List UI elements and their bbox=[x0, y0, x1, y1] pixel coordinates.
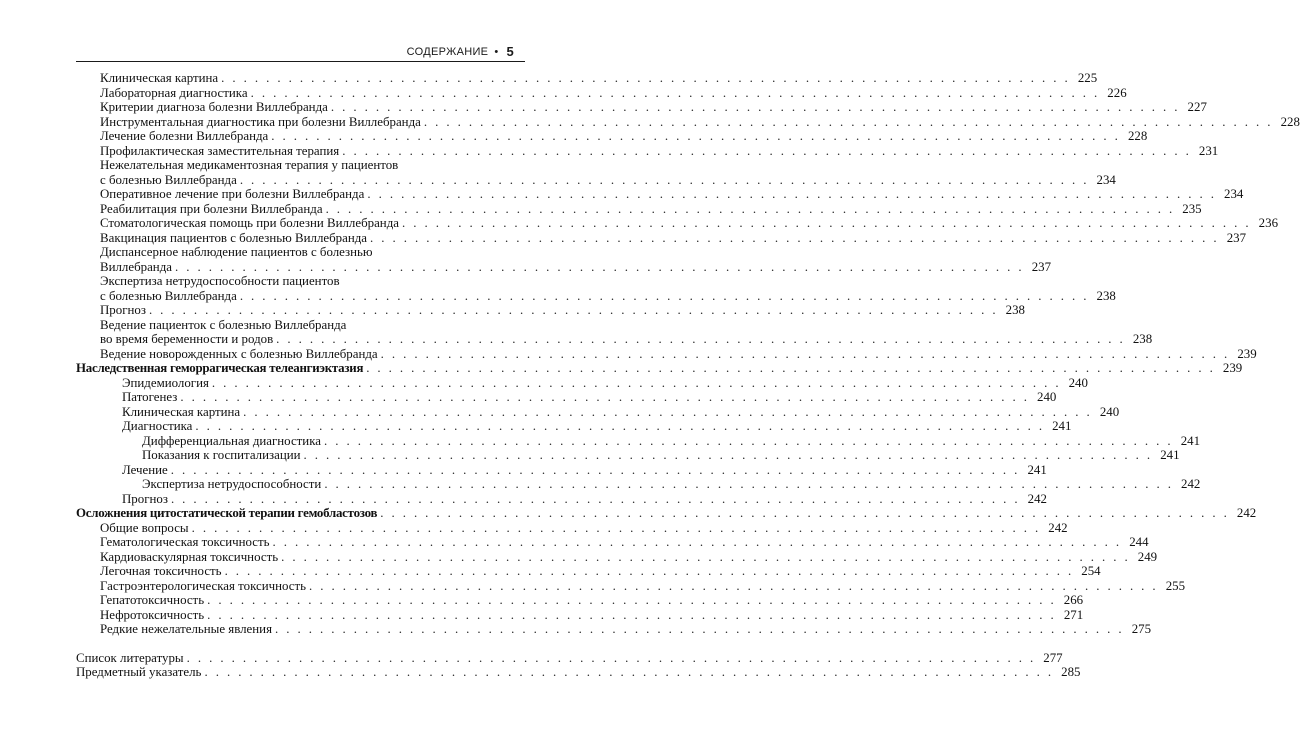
dot-leader: . . . . . . . . . . . . . . . . . . . . . . . . . . . . . . . . . . . . . . . . . . . . . . . . . . . . . . . . . . . . . . . . . . . . . . . . . . . . bbox=[380, 506, 1230, 520]
toc-entry-row bbox=[100, 564, 1101, 579]
dot-leader: . . . . . . . . . . . . . . . . . . . . . . . . . . . . . . . . . . . . . . . . . . . . . . . . . . . . . . . . . . . . . . . . . . . . . . . . . . . . bbox=[366, 361, 1216, 375]
toc-entry-title: Инструментальная диагностика при болезни Виллебранда bbox=[100, 114, 421, 129]
toc-entry-row bbox=[100, 201, 1202, 217]
toc-entry-row bbox=[142, 477, 1201, 492]
toc-entry-title: Легочная токсичность bbox=[100, 564, 222, 578]
toc-entry-page: 236 bbox=[1258, 216, 1279, 230]
toc-entry-page: 238 bbox=[1005, 303, 1025, 317]
toc-entry-page: 227 bbox=[1187, 100, 1207, 114]
dot-leader: . . . . . . . . . . . . . . . . . . . . . . . . . . . . . . . . . . . . . . . . . . . . . . . . . . . . . . . . . . . . . . . . . . . . . . . . . . . . bbox=[250, 85, 1100, 100]
toc-entry-row bbox=[122, 404, 1120, 420]
toc-entry-row bbox=[100, 535, 1149, 550]
toc-entry-row bbox=[100, 187, 1244, 202]
toc-entry-row bbox=[122, 491, 1047, 507]
toc-entry-row bbox=[100, 303, 1025, 318]
toc-entry-page: 271 bbox=[1063, 607, 1084, 622]
dot-leader: . . . . . . . . . . . . . . . . . . . . . . . . . . . . . . . . . . . . . . . . . . . . . . . . . . . . . . . . . . . . . . . . . . . . . . . . . . . . bbox=[148, 303, 998, 317]
toc-entry-title: Клиническая картина bbox=[100, 71, 219, 85]
dot-leader: . . . . . . . . . . . . . . . . . . . . . . . . . . . . . . . . . . . . . . . . . . . . . . . . . . . . . . . . . . . . . . . . . . . . . . . . . . . . bbox=[204, 665, 1054, 679]
dot-leader: . . . . . . . . . . . . . . . . . . . . . . . . . . . . . . . . . . . . . . . . . . . . . . . . . . . . . . . . . . . . . . . . . . . . . . . . . . . . bbox=[281, 549, 1131, 564]
toc-entry-title: Список литературы bbox=[76, 650, 184, 665]
toc-entry-title: с болезнью Виллебранда bbox=[100, 288, 237, 303]
dot-leader: . . . . . . . . . . . . . . . . . . . . . . . . . . . . . . . . . . . . . . . . . . . . . . . . . . . . . . . . . . . . . . . . . . . . . . . . . . . . bbox=[207, 593, 1057, 607]
toc-entry-title: с болезнью Виллебранда bbox=[100, 172, 237, 187]
toc-entry[interactable] bbox=[76, 317, 1153, 347]
page-number: 5 bbox=[506, 44, 514, 59]
toc-entry-row bbox=[122, 462, 1047, 478]
toc-entry-row bbox=[100, 129, 1148, 144]
toc-entry-title-line: Нежелательная медикаментозная терапия у пациентов bbox=[100, 158, 399, 172]
toc-entry[interactable] bbox=[76, 404, 1120, 420]
toc-entry-title: Дифференциальная диагностика bbox=[142, 433, 321, 448]
toc-entry-title: Показания к госпитализации bbox=[142, 448, 301, 462]
dot-leader: . . . . . . . . . . . . . . . . . . . . . . . . . . . . . . . . . . . . . . . . . . . . . . . . . . . . . . . . . . . . . . . . . . . . . . . . . . . . bbox=[330, 100, 1180, 114]
toc-entry-row bbox=[100, 288, 1116, 304]
toc-entry-title: Диагностика bbox=[122, 419, 193, 433]
dot-leader: . . . . . . . . . . . . . . . . . . . . . . . . . . . . . . . . . . . . . . . . . . . . . . . . . . . . . . . . . . . . . . . . . . . . . . . . . . . . bbox=[224, 564, 1074, 578]
toc-entry-row bbox=[142, 448, 1180, 463]
toc-entry-row bbox=[100, 578, 1186, 594]
dot-leader: . . . . . . . . . . . . . . . . . . . . . . . . . . . . . . . . . . . . . . . . . . . . . . . . . . . . . . . . . . . . . . . . . . . . . . . . . . . . bbox=[370, 230, 1220, 245]
dot-leader: . . . . . . . . . . . . . . . . . . . . . . . . . . . . . . . . . . . . . . . . . . . . . . . . . . . . . . . . . . . . . . . . . . . . . . . . . . . . bbox=[170, 491, 1020, 506]
toc-entry-row bbox=[100, 622, 1152, 637]
toc-entry[interactable] bbox=[76, 593, 1084, 608]
toc-entry[interactable] bbox=[76, 622, 1152, 637]
toc-entry-page: 255 bbox=[1165, 578, 1186, 593]
toc-entry-page: 237 bbox=[1031, 259, 1052, 274]
toc-entry-title: Общие вопросы bbox=[100, 520, 189, 535]
toc-entry-row bbox=[100, 114, 1300, 130]
dot-leader: . . . . . . . . . . . . . . . . . . . . . . . . . . . . . . . . . . . . . . . . . . . . . . . . . . . . . . . . . . . . . . . . . . . . . . . . . . . . bbox=[207, 607, 1057, 622]
toc-entry-title: Лечение болезни Виллебранда bbox=[100, 129, 269, 143]
dot-leader: . . . . . . . . . . . . . . . . . . . . . . . . . . . . . . . . . . . . . . . . . . . . . . . . . . . . . . . . . . . . . . . . . . . . . . . . . . . . bbox=[272, 535, 1122, 549]
dot-leader: . . . . . . . . . . . . . . . . . . . . . . . . . . . . . . . . . . . . . . . . . . . . . . . . . . . . . . . . . . . . . . . . . . . . . . . . . . . . bbox=[195, 419, 1045, 433]
toc-entry[interactable] bbox=[76, 100, 1207, 115]
toc-entry[interactable] bbox=[76, 535, 1149, 550]
toc-entry-page: 228 bbox=[1280, 114, 1300, 129]
dot-leader: . . . . . . . . . . . . . . . . . . . . . . . . . . . . . . . . . . . . . . . . . . . . . . . . . . . . . . . . . . . . . . . . . . . . . . . . . . . . bbox=[309, 578, 1159, 593]
dot-leader: . . . . . . . . . . . . . . . . . . . . . . . . . . . . . . . . . . . . . . . . . . . . . . . . . . . . . . . . . . . . . . . . . . . . . . . . . . . . bbox=[170, 462, 1020, 477]
toc-entry-title: Наследственная геморрагическая телеангиэктазия bbox=[76, 361, 364, 375]
toc-entry-title: Оперативное лечение при болезни Виллебранда bbox=[100, 187, 365, 201]
toc-entry-title: Нефротоксичность bbox=[100, 607, 205, 622]
toc-entry-title: во время беременности и родов bbox=[100, 332, 274, 346]
toc-entry-row bbox=[100, 549, 1158, 565]
toc-entry-title: Лабораторная диагностика bbox=[100, 85, 248, 100]
toc-entry-page: 234 bbox=[1224, 187, 1244, 201]
toc-entry[interactable] bbox=[76, 114, 1300, 130]
toc-entry[interactable] bbox=[76, 346, 1257, 362]
toc-entry[interactable] bbox=[76, 477, 1201, 492]
toc-entry-row bbox=[122, 419, 1072, 434]
header-rule bbox=[76, 61, 525, 62]
toc-entry-row bbox=[100, 216, 1279, 231]
toc-chapter[interactable] bbox=[76, 361, 1243, 376]
toc-entry-row bbox=[100, 259, 1052, 275]
toc-entry-title: Гастроэнтерологическая токсичность bbox=[100, 578, 307, 593]
dot-leader: . . . . . . . . . . . . . . . . . . . . . . . . . . . . . . . . . . . . . . . . . . . . . . . . . . . . . . . . . . . . . . . . . . . . . . . . . . . . bbox=[324, 477, 1174, 491]
toc-entry-page: 275 bbox=[1131, 622, 1152, 636]
toc-entry-row bbox=[122, 390, 1057, 405]
toc-entry[interactable] bbox=[76, 578, 1186, 594]
toc-entry[interactable] bbox=[76, 419, 1072, 434]
toc-entry-row bbox=[100, 593, 1084, 608]
dot-leader: . . . . . . . . . . . . . . . . . . . . . . . . . . . . . . . . . . . . . . . . . . . . . . . . . . . . . . . . . . . . . . . . . . . . . . . . . . . . bbox=[423, 114, 1273, 129]
dot-leader: . . . . . . . . . . . . . . . . . . . . . . . . . . . . . . . . . . . . . . . . . . . . . . . . . . . . . . . . . . . . . . . . . . . . . . . . . . . . bbox=[186, 650, 1036, 665]
toc-entry[interactable] bbox=[76, 230, 1247, 246]
toc-entry[interactable] bbox=[76, 650, 1063, 666]
toc-entry-page: 249 bbox=[1137, 549, 1158, 564]
toc-entry-page: 235 bbox=[1182, 201, 1202, 216]
toc-entry[interactable] bbox=[76, 201, 1202, 217]
toc-entry-title: Виллебранда bbox=[100, 259, 172, 274]
toc-entry[interactable] bbox=[76, 375, 1088, 391]
toc-entry[interactable] bbox=[76, 665, 1081, 680]
dot-leader: . . . . . . . . . . . . . . . . . . . . . . . . . . . . . . . . . . . . . . . . . . . . . . . . . . . . . . . . . . . . . . . . . . . . . . . . . . . . bbox=[303, 448, 1153, 462]
toc-entry-page: 241 bbox=[1160, 448, 1180, 462]
toc-entry-page: 239 bbox=[1222, 361, 1243, 375]
toc-entry-title: Гепатотоксичность bbox=[100, 593, 205, 607]
toc-entry-row bbox=[76, 506, 1257, 521]
dot-leader: . . . . . . . . . . . . . . . . . . . . . . . . . . . . . . . . . . . . . . . . . . . . . . . . . . . . . . . . . . . . . . . . . . . . . . . . . . . . bbox=[324, 433, 1174, 448]
toc-entry[interactable] bbox=[76, 491, 1047, 507]
toc-entry-page: 240 bbox=[1099, 404, 1120, 419]
dot-leader: . . . . . . . . . . . . . . . . . . . . . . . . . . . . . . . . . . . . . . . . . . . . . . . . . . . . . . . . . . . . . . . . . . . . . . . . . . . . bbox=[239, 172, 1089, 187]
dot-leader: . . . . . . . . . . . . . . . . . . . . . . . . . . . . . . . . . . . . . . . . . . . . . . . . . . . . . . . . . . . . . . . . . . . . . . . . . . . . bbox=[325, 201, 1175, 216]
toc-entry[interactable] bbox=[76, 85, 1127, 101]
dot-leader: . . . . . . . . . . . . . . . . . . . . . . . . . . . . . . . . . . . . . . . . . . . . . . . . . . . . . . . . . . . . . . . . . . . . . . . . . . . . bbox=[342, 143, 1192, 158]
dot-leader: . . . . . . . . . . . . . . . . . . . . . . . . . . . . . . . . . . . . . . . . . . . . . . . . . . . . . . . . . . . . . . . . . . . . . . . . . . . . bbox=[401, 216, 1252, 230]
dot-leader: . . . . . . . . . . . . . . . . . . . . . . . . . . . . . . . . . . . . . . . . . . . . . . . . . . . . . . . . . . . . . . . . . . . . . . . . . . . . bbox=[191, 520, 1041, 535]
toc-entry-page: 234 bbox=[1096, 172, 1116, 187]
toc-entry[interactable] bbox=[76, 564, 1101, 579]
toc-entry-title: Прогноз bbox=[100, 303, 146, 317]
toc-entry-row bbox=[100, 172, 1116, 188]
toc-entry-row bbox=[142, 433, 1201, 449]
toc-entry-page: 241 bbox=[1052, 419, 1072, 433]
toc-entry-page: 226 bbox=[1107, 85, 1127, 100]
toc-entry[interactable] bbox=[76, 245, 1052, 274]
toc-entry[interactable] bbox=[76, 448, 1180, 463]
toc-entry-row bbox=[122, 375, 1088, 391]
toc-entry-row bbox=[76, 361, 1243, 376]
toc-entry[interactable] bbox=[76, 433, 1201, 449]
toc-entry[interactable] bbox=[76, 549, 1158, 565]
toc-chapter[interactable] bbox=[76, 506, 1257, 521]
toc-entry-title: Патогенез bbox=[122, 390, 178, 404]
toc-entry-title: Ведение новорожденных с болезнью Виллебранда bbox=[100, 346, 378, 361]
toc-entry-page: 231 bbox=[1198, 143, 1219, 158]
toc-entry[interactable] bbox=[76, 158, 1116, 187]
toc-entry[interactable] bbox=[76, 71, 1098, 86]
toc-entry-row bbox=[100, 143, 1219, 159]
toc-entry-row bbox=[100, 520, 1068, 536]
toc-entry[interactable] bbox=[76, 303, 1025, 318]
toc-entry-row bbox=[100, 230, 1247, 246]
toc-entry-page: 240 bbox=[1068, 375, 1088, 390]
toc-entry-title: Редкие нежелательные явления bbox=[100, 622, 273, 636]
toc-entry-title: Экспертиза нетрудоспособности bbox=[142, 477, 322, 491]
toc-entry[interactable] bbox=[76, 129, 1148, 144]
toc-entry[interactable] bbox=[76, 143, 1219, 159]
toc-entry[interactable] bbox=[76, 607, 1084, 623]
dot-leader: . . . . . . . . . . . . . . . . . . . . . . . . . . . . . . . . . . . . . . . . . . . . . . . . . . . . . . . . . . . . . . . . . . . . . . . . . . . . bbox=[239, 288, 1089, 303]
dot-leader: . . . . . . . . . . . . . . . . . . . . . . . . . . . . . . . . . . . . . . . . . . . . . . . . . . . . . . . . . . . . . . . . . . . . . . . . . . . . bbox=[367, 187, 1217, 201]
toc-entry[interactable] bbox=[76, 187, 1244, 202]
dot-leader: . . . . . . . . . . . . . . . . . . . . . . . . . . . . . . . . . . . . . . . . . . . . . . . . . . . . . . . . . . . . . . . . . . . . . . . . . . . . bbox=[211, 375, 1061, 390]
section-title: СОДЕРЖАНИЕ bbox=[406, 45, 489, 58]
toc-entry-title: Гематологическая токсичность bbox=[100, 535, 270, 549]
dot-leader: . . . . . . . . . . . . . . . . . . . . . . . . . . . . . . . . . . . . . . . . . . . . . . . . . . . . . . . . . . . . . . . . . . . . . . . . . . . . bbox=[221, 71, 1071, 85]
toc-entry-page: 254 bbox=[1081, 564, 1101, 578]
toc-entry[interactable] bbox=[76, 216, 1279, 231]
toc-entry-title: Вакцинация пациентов с болезнью Виллебранда bbox=[100, 230, 368, 245]
toc-entry-page: 238 bbox=[1132, 332, 1153, 346]
dot-leader: . . . . . . . . . . . . . . . . . . . . . . . . . . . . . . . . . . . . . . . . . . . . . . . . . . . . . . . . . . . . . . . . . . . . . . . . . . . . bbox=[275, 622, 1125, 636]
dot-leader: . . . . . . . . . . . . . . . . . . . . . . . . . . . . . . . . . . . . . . . . . . . . . . . . . . . . . . . . . . . . . . . . . . . . . . . . . . . . bbox=[271, 129, 1121, 143]
toc-entry-title-line: Диспансерное наблюдение пациентов с болезнью bbox=[100, 245, 373, 259]
toc-entry-row bbox=[76, 665, 1081, 680]
toc-entry-row bbox=[100, 100, 1207, 115]
toc-entry-page: 285 bbox=[1061, 665, 1081, 679]
toc-entry-page: 244 bbox=[1129, 535, 1149, 549]
dot-leader: . . . . . . . . . . . . . . . . . . . . . . . . . . . . . . . . . . . . . . . . . . . . . . . . . . . . . . . . . . . . . . . . . . . . . . . . . . . . bbox=[380, 346, 1230, 361]
toc-entry-page: 242 bbox=[1027, 491, 1047, 506]
toc-gap bbox=[76, 637, 525, 651]
toc-entry-title: Эпидемиология bbox=[122, 375, 209, 390]
toc-entry-title: Критерии диагноза болезни Виллебранда bbox=[100, 100, 328, 114]
toc-entry[interactable] bbox=[76, 274, 1116, 303]
dot-leader: . . . . . . . . . . . . . . . . . . . . . . . . . . . . . . . . . . . . . . . . . . . . . . . . . . . . . . . . . . . . . . . . . . . . . . . . . . . . bbox=[175, 259, 1025, 274]
toc-entry-page: 241 bbox=[1180, 433, 1201, 448]
toc-entry-row bbox=[100, 71, 1098, 86]
toc-entry-page: 242 bbox=[1048, 520, 1068, 535]
toc-entry-page: 240 bbox=[1037, 390, 1057, 404]
toc-entry-title: Реабилитация при болезни Виллебранда bbox=[100, 201, 323, 216]
toc-entry-title: Предметный указатель bbox=[76, 665, 202, 679]
toc-entry-title: Кардиоваскулярная токсичность bbox=[100, 549, 279, 564]
toc-entry-page: 266 bbox=[1063, 593, 1084, 607]
toc-entry-page: 225 bbox=[1077, 71, 1098, 85]
table-of-contents bbox=[76, 71, 1300, 680]
toc-entry-row bbox=[100, 607, 1084, 623]
toc-entry-row bbox=[100, 332, 1153, 347]
bullet-separator: • bbox=[494, 45, 499, 58]
dot-leader: . . . . . . . . . . . . . . . . . . . . . . . . . . . . . . . . . . . . . . . . . . . . . . . . . . . . . . . . . . . . . . . . . . . . . . . . . . . . bbox=[276, 332, 1126, 346]
toc-entry-page: 242 bbox=[1236, 506, 1257, 520]
toc-entry-page: 228 bbox=[1127, 129, 1148, 143]
toc-entry-title: Профилактическая заместительная терапия bbox=[100, 143, 340, 158]
toc-entry-page: 242 bbox=[1181, 477, 1201, 491]
toc-entry-page: 241 bbox=[1027, 462, 1047, 477]
dot-leader: . . . . . . . . . . . . . . . . . . . . . . . . . . . . . . . . . . . . . . . . . . . . . . . . . . . . . . . . . . . . . . . . . . . . . . . . . . . . bbox=[243, 404, 1093, 419]
toc-entry-title: Прогноз bbox=[122, 491, 168, 506]
toc-entry-page: 238 bbox=[1096, 288, 1116, 303]
toc-entry-title-line: Экспертиза нетрудоспособности пациентов bbox=[100, 274, 340, 288]
toc-entry-page: 277 bbox=[1043, 650, 1063, 665]
toc-entry-title: Осложнения цитостатической терапии гемобластозов bbox=[76, 506, 378, 520]
toc-entry-title: Стоматологическая помощь при болезни Виллебранда bbox=[100, 216, 399, 230]
toc-entry[interactable] bbox=[76, 462, 1047, 478]
toc-entry-row bbox=[100, 85, 1127, 101]
toc-entry-title: Клиническая картина bbox=[122, 404, 241, 419]
toc-entry-row bbox=[76, 650, 1063, 666]
toc-entry[interactable] bbox=[76, 390, 1057, 405]
toc-entry-page: 237 bbox=[1226, 230, 1247, 245]
toc-entry-page: 239 bbox=[1237, 346, 1257, 361]
running-head bbox=[407, 44, 514, 59]
dot-leader: . . . . . . . . . . . . . . . . . . . . . . . . . . . . . . . . . . . . . . . . . . . . . . . . . . . . . . . . . . . . . . . . . . . . . . . . . . . . bbox=[180, 390, 1030, 404]
toc-entry-title-line: Ведение пациенток с болезнью Виллебранда bbox=[100, 317, 347, 332]
toc-entry[interactable] bbox=[76, 520, 1068, 536]
toc-entry-row bbox=[100, 346, 1257, 362]
toc-entry-title: Лечение bbox=[122, 462, 168, 477]
